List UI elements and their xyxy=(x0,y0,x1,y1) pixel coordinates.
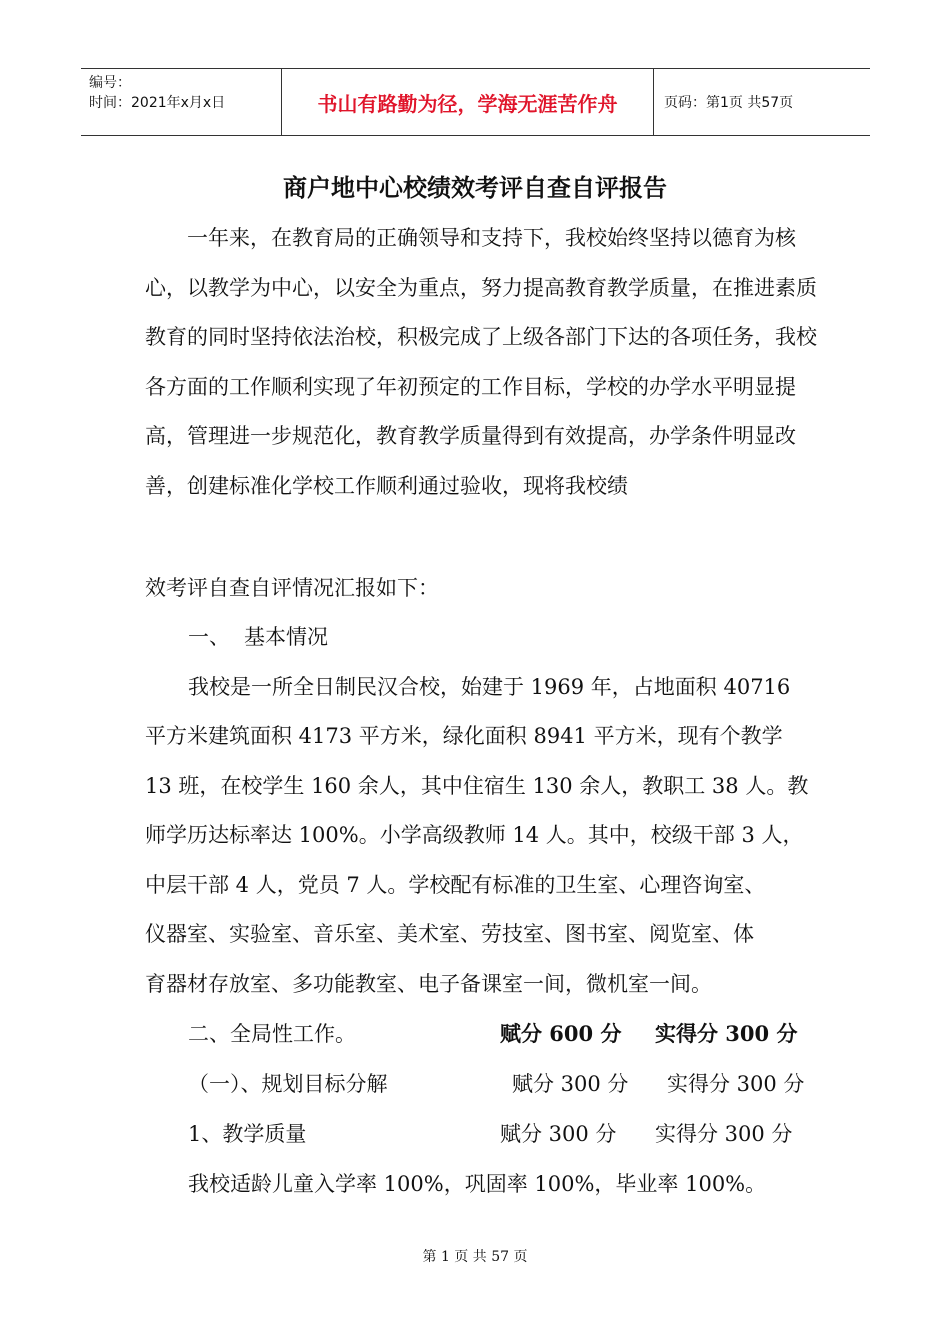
section2-assigned-score: 赋分 600 分 xyxy=(500,1021,622,1046)
subsection1-assigned-score: 赋分 300 分 xyxy=(512,1072,629,1096)
header-motto: 书山有路勤为径，学海无涯苦作舟 xyxy=(281,69,654,135)
header-meta xyxy=(81,69,281,135)
section2-heading: 二、全局性工作。 xyxy=(188,1022,356,1046)
section1-line: 13 班，在校学生 160 余人，其中住宿生 130 余人，教职工 38 人。教 xyxy=(145,774,809,798)
item1-assigned-score: 赋分 300 分 xyxy=(500,1122,617,1146)
document-number-label: 编号： xyxy=(89,75,131,91)
section1-line: 师学历达标率达 100%。小学高级教师 14 人。其中，校级干部 3 人， xyxy=(145,823,804,847)
section2-actual-score: 实得分 300 分 xyxy=(655,1021,798,1046)
page-footer: 第 1 页 共 57 页 xyxy=(422,1249,528,1265)
intro-paragraph: 一年来，在教育局的正确领导和支持下，我校始终坚持以德育为核心，以教学为中心，以安全为重点，努力提高教育教学质量，在推进素质教育的同时坚持依法治校，积极完成了上级各部门下达的各项任务，我校各方面的工作顺利实现了年初预定的工作目标，学校的办学水平明显提高，管理进一步规范化，教育教学质量得到有效提高，办学条件明显改善，创建标准化学校工作顺利通过验收，现将我校绩 xyxy=(145,226,817,498)
intro-continuation: 效考评自查自评情况汇报如下： xyxy=(145,576,439,600)
item1-text: 我校适龄儿童入学率 100%，巩固率 100%，毕业率 100%。 xyxy=(188,1172,767,1196)
section1-line: 中层干部 4 人，党员 7 人。学校配有标准的卫生室、心理咨询室、 xyxy=(145,873,766,897)
section1-line: 育器材存放室、多功能教室、电子备课室一间，微机室一间。 xyxy=(145,972,712,996)
section1-line: 仪器室、实验室、音乐室、美术室、劳技室、图书室、阅览室、体 xyxy=(145,922,754,946)
document-date: 时间：2021年x月x日 xyxy=(89,95,226,111)
section1-line: 我校是一所全日制民汉合校，始建于 1969 年，占地面积 40716 xyxy=(188,675,791,699)
section1-heading-number: 一、 xyxy=(188,625,230,649)
subsection1-heading: （一）、规划目标分解 xyxy=(188,1072,388,1096)
header-page-info: 页码：第1页 共57页 xyxy=(664,95,794,111)
item1-actual-score: 实得分 300 分 xyxy=(655,1122,793,1146)
section1-heading: 基本情况 xyxy=(244,625,328,649)
item1-heading: 1、教学质量 xyxy=(188,1122,307,1146)
document-title: 商户地中心校绩效考评自查自评报告 xyxy=(283,174,667,202)
section1-line: 平方米建筑面积 4173 平方米，绿化面积 8941 平方米，现有个教学 xyxy=(145,724,783,748)
subsection1-actual-score: 实得分 300 分 xyxy=(667,1072,805,1096)
document-header xyxy=(81,68,870,136)
